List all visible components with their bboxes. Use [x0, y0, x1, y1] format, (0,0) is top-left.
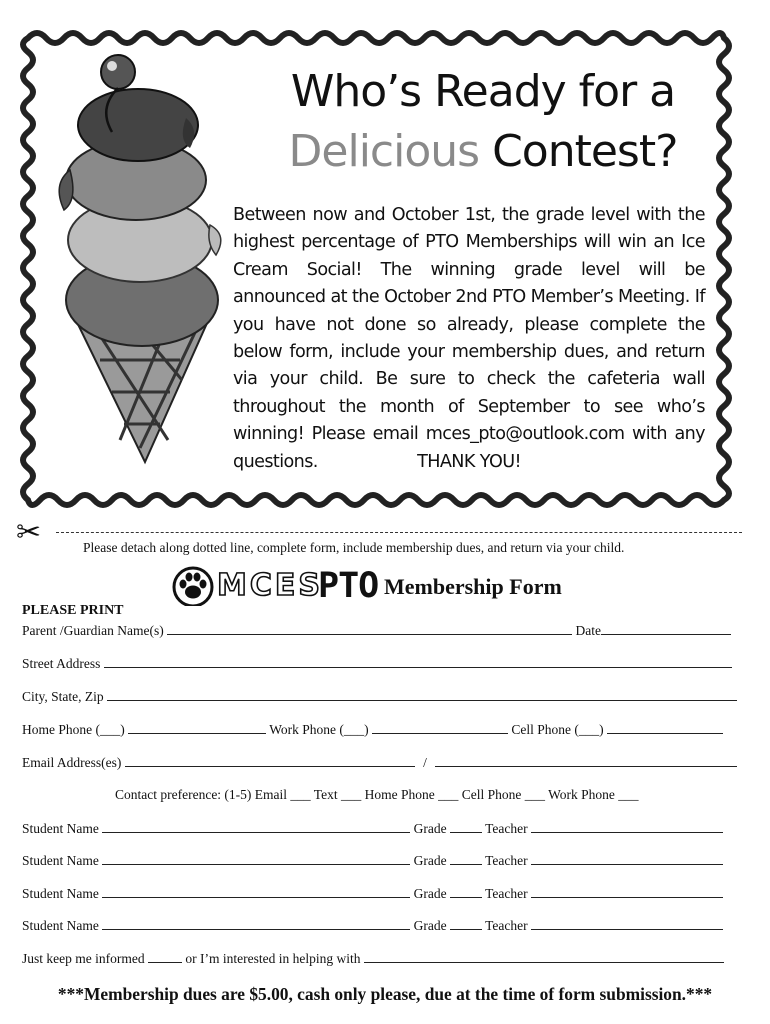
form-title: Membership Form: [384, 574, 562, 599]
city-label: City, State, Zip: [22, 689, 104, 704]
grade-label: Grade: [413, 821, 447, 836]
email-row: [22, 754, 737, 771]
grade-field[interactable]: [450, 820, 482, 833]
student-name-label: Student Name: [22, 821, 99, 836]
logo-mces: MCES: [217, 568, 323, 603]
logo-pto: PTO: [318, 566, 379, 606]
helping-label: I’m interested in helping with: [199, 951, 361, 966]
student-row-3: [22, 885, 723, 902]
student-row-1: [22, 820, 723, 837]
teacher-field[interactable]: [531, 917, 723, 930]
scissors-icon: ✂: [16, 515, 42, 550]
paw-icon: [172, 566, 214, 606]
street-row: [22, 655, 732, 672]
student-row-4: [22, 917, 723, 934]
ice-cream-cone-illustration: [59, 55, 221, 462]
flyer-headline: [248, 62, 718, 182]
student-row-2: [22, 852, 723, 869]
student-name-field[interactable]: [102, 852, 410, 865]
date-label: Date: [575, 623, 601, 638]
headline-line-1: Who’s Ready for a: [290, 66, 676, 117]
please-print-label: PLEASE PRINT: [22, 603, 124, 618]
email-field-2[interactable]: [435, 754, 737, 767]
home-phone-field[interactable]: [128, 721, 266, 734]
headline-contest: Contest?: [479, 126, 678, 177]
cell-phone-label: Cell Phone (___): [511, 722, 604, 737]
email-label: Email Address(es): [22, 755, 122, 770]
flyer-body: Between now and October 1st, the grade level with the highest percentage of PTO Memberships will win an Ice Cream Social! The winning grade level will be announced at the October 2nd PTO Member’s Meeting. If you have not done so already, please complete the below form, include your membership dues, and return via your child. Be sure to check the cafeteria wall throughout the month of September to see who’s winning! Please email mces_pto@outlook.com with any questions.: [233, 205, 705, 472]
parent-label: Parent /Guardian Name(s): [22, 623, 164, 638]
email-separator: /: [423, 755, 427, 770]
cell-phone-field[interactable]: [607, 721, 723, 734]
email-field-1[interactable]: [125, 754, 415, 767]
headline-delicious: Delicious: [288, 126, 480, 177]
parent-row: [22, 622, 731, 639]
student-name-label: Student Name: [22, 886, 99, 901]
student-name-label: Student Name: [22, 853, 99, 868]
informed-label: Just keep me informed: [22, 951, 145, 966]
city-state-zip-field[interactable]: [107, 688, 737, 701]
student-name-field[interactable]: [102, 917, 410, 930]
contact-preference[interactable]: Contact preference: (1-5) Email ___ Text ___ Home Phone ___ Cell Phone ___ Work Phone ___: [115, 787, 639, 802]
teacher-field[interactable]: [531, 852, 723, 865]
city-row: [22, 688, 737, 705]
phone-row: [22, 721, 723, 738]
grade-field[interactable]: [450, 885, 482, 898]
grade-field[interactable]: [450, 852, 482, 865]
grade-label: Grade: [413, 918, 447, 933]
parent-name-field[interactable]: [167, 622, 572, 635]
thank-you: THANK YOU!: [417, 452, 521, 472]
teacher-label: Teacher: [485, 821, 528, 836]
teacher-field[interactable]: [531, 885, 723, 898]
grade-label: Grade: [413, 886, 447, 901]
date-field[interactable]: [601, 622, 731, 635]
student-name-field[interactable]: [102, 885, 410, 898]
street-label: Street Address: [22, 656, 101, 671]
headline-line-2: [248, 122, 718, 182]
dues-footer: ***Membership dues are $5.00, cash only please, due at the time of form submission.***: [57, 984, 713, 1004]
helping-field[interactable]: [364, 950, 724, 963]
teacher-label: Teacher: [485, 853, 528, 868]
student-name-field[interactable]: [102, 820, 410, 833]
teacher-label: Teacher: [485, 886, 528, 901]
or-label: or: [185, 951, 197, 966]
work-phone-label: Work Phone (___): [269, 722, 369, 737]
grade-label: Grade: [413, 853, 447, 868]
work-phone-field[interactable]: [372, 721, 508, 734]
home-phone-label: Home Phone (___): [22, 722, 125, 737]
detach-instruction: Please detach along dotted line, complete form, include membership dues, and return via your child.: [83, 540, 625, 555]
dotted-cut-line: [56, 532, 742, 533]
teacher-label: Teacher: [485, 918, 528, 933]
informed-field[interactable]: [148, 950, 182, 963]
student-name-label: Student Name: [22, 918, 99, 933]
volunteer-row: [22, 950, 724, 967]
street-address-field[interactable]: [104, 655, 732, 668]
teacher-field[interactable]: [531, 820, 723, 833]
grade-field[interactable]: [450, 917, 482, 930]
